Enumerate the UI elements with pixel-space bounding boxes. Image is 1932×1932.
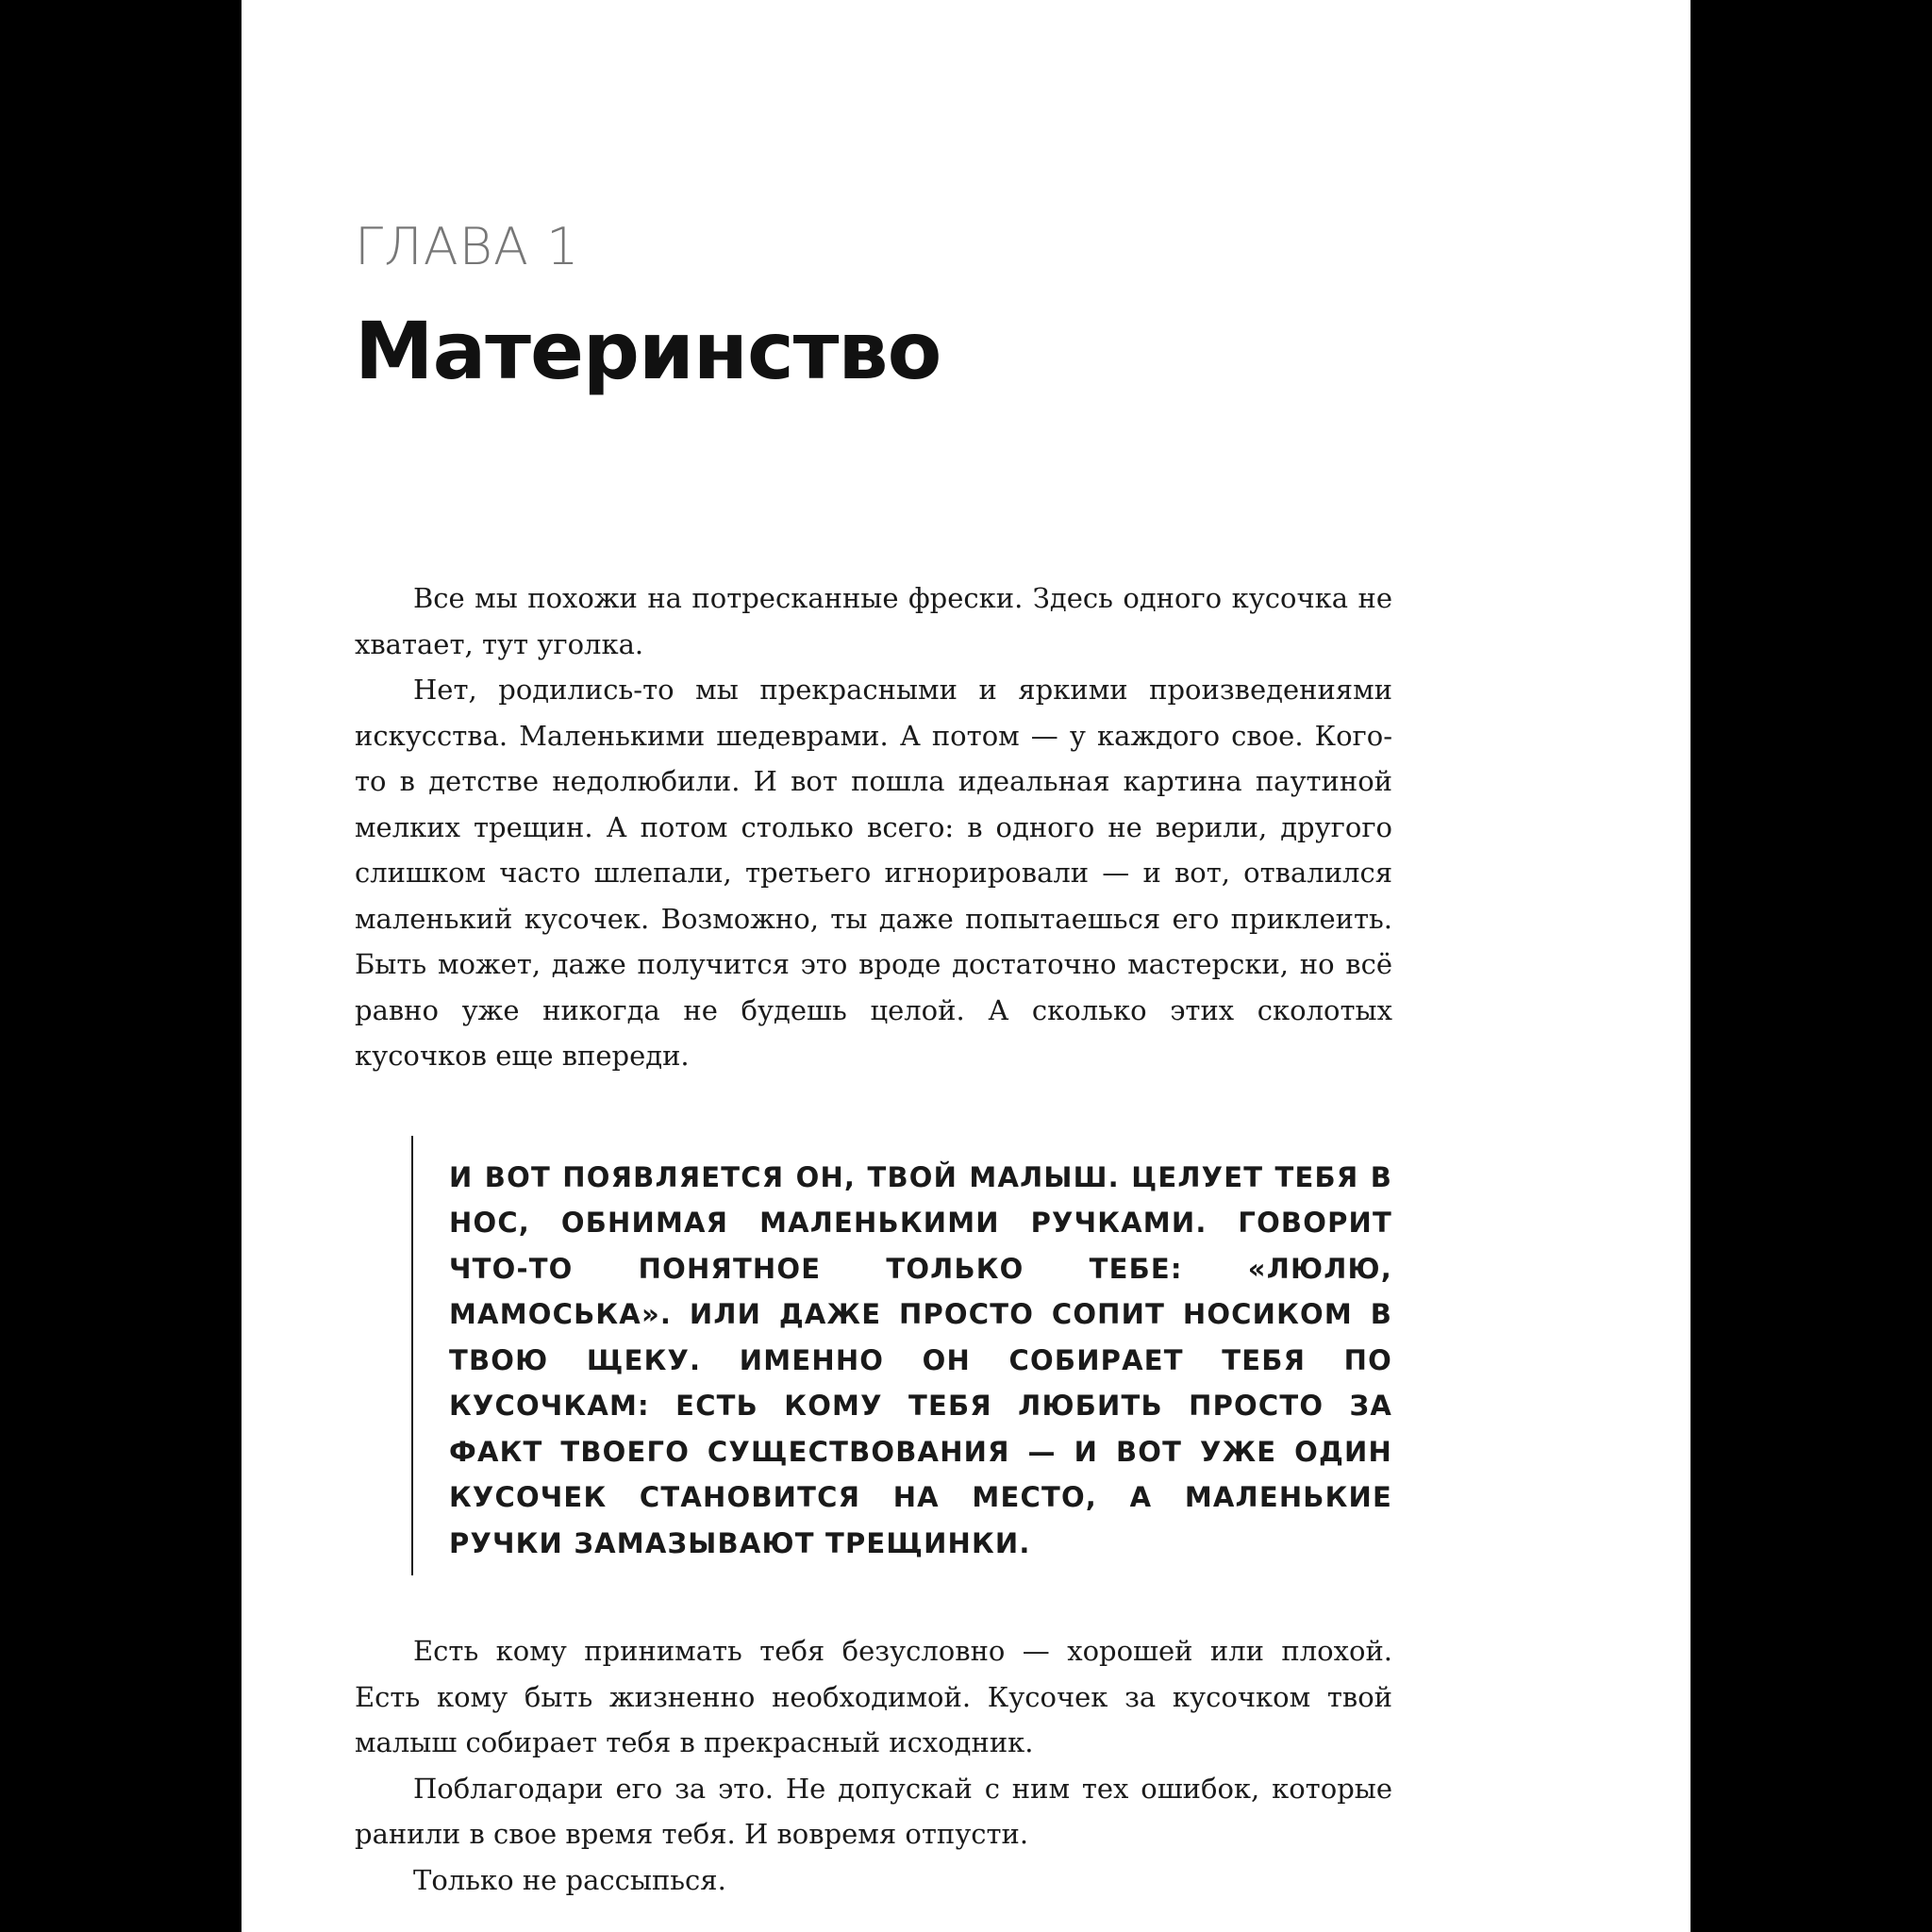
paragraph-4: Поблагодари его за это. Не допускай с ним тех ошибок, которые ранили в свое время тебя. И вовремя отпусти. [355,1772,1392,1850]
paragraph-3: Есть кому принимать тебя безусловно — хорошей или плохой. Есть кому быть жизненно необходимой. Кусочек за кусочком твой малыш собирает тебя в прекрасный исходник. [355,1635,1392,1758]
paragraph-5: Только не рассыпься. [413,1863,726,1896]
pull-quote: И ВОТ ПОЯВЛЯЕТСЯ ОН, ТВОЙ МАЛЫШ. ЦЕЛУЕТ ТЕБЯ В НОС, ОБНИМАЯ МАЛЕНЬКИМИ РУЧКАМИ. ГОВОРИТ ЧТО-ТО ПОНЯТНОЕ ТОЛЬКО ТЕБЕ: «ЛЮЛЮ, МАМОСЬКА». ИЛИ ДАЖЕ ПРОСТО СОПИТ НОСИКОМ В ТВОЮ ЩЕКУ. ИМЕННО ОН СОБИРАЕТ ТЕБЯ ПО КУСОЧКАМ: ЕСТЬ КОМУ ТЕБЯ ЛЮБИТЬ ПРОСТО ЗА ФАКТ ТВОЕГО СУЩЕСТВОВАНИЯ — И ВОТ УЖЕ ОДИН КУСОЧЕК СТАНОВИТСЯ НА МЕСТО, А МАЛЕНЬКИЕ РУЧКИ ЗАМАЗЫВАЮТ ТРЕЩИНКИ. [411,1136,1392,1576]
intro-section [355,575,1392,1079]
paragraph-2: Нет, родились-то мы прекрасными и яркими произведениями искусства. Маленькими шедеврами. А потом — у каждого свое. Кого-то в детстве недолюбили. И вот пошла идеальная картина паутиной мелких трещин. А потом столько всего: в одного не верили, другого слишком часто шлепали, третьего игнорировали — и вот, отвалился маленький кусочек. Возможно, ты даже попытаешься его приклеить. Быть может, даже получится это вроде достаточно мастерски, но всё равно уже никогда не будешь целой. А сколько этих сколотых кусочков еще впереди. [355,674,1392,1072]
paragraph-1: Все мы похожи на потресканные фрески. Здесь одного кусочка не хватает, тут уголка. [355,582,1392,660]
page-content [355,219,1392,1903]
chapter-label: ГЛАВА 1 [355,217,580,276]
chapter-title: Материнство [355,305,941,397]
book-page [242,0,1690,1932]
closing-section [355,1628,1392,1903]
